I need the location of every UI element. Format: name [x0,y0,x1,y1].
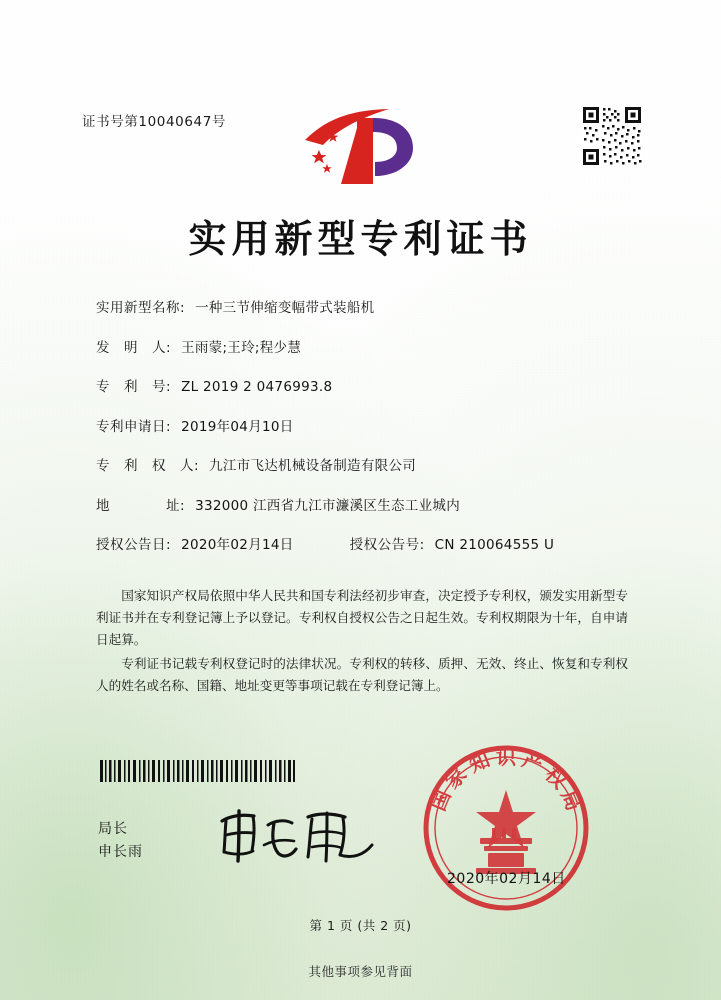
paragraph: 国家知识产权局依照中华人民共和国专利法经初步审查，决定授予专利权，颁发实用新型专利证书并在专利登记簿上予以登记。专利权自授权公告之日起生效。专利权期限为十年，自申请日起算。 [96,588,628,647]
grant-number-label: 授权公告号: [349,537,425,553]
signature-labels [98,818,143,864]
director-name-label: 申长雨 [98,844,143,860]
page-number: 第 1 页 (共 2 页) [309,918,412,933]
field-value: ZL 2019 2 0476993.8 [181,379,333,395]
field-row [96,415,636,435]
svg-text:知: 知 [465,747,494,778]
page-title: 实用新型专利证书 [188,216,533,261]
field-label: 地 址: [96,497,186,514]
paragraph: 专利证书记载专利权登记时的法律状况。专利权的转移、质押、无效、终止、恢复和专利权人的姓名或名称、国籍、地址变更等事项记载在专利登记簿上。 [96,656,628,693]
barcode-icon [100,760,296,782]
seal-date: 2020年02月14日 [447,871,566,887]
footer-note: 其他事项参见背面 [308,964,413,979]
field-row [96,454,636,474]
field-label: 发 明 人: [96,339,172,356]
legal-text [96,585,628,699]
field-value: 332000 江西省九江市濂溪区生态工业城内 [195,497,460,514]
grant-number-value: CN 210064555 U [434,537,555,553]
svg-text:产: 产 [518,747,547,778]
field-value: 一种三节伸缩变幅带式装船机 [195,300,375,316]
grant-date-label: 授权公告日: [96,537,172,553]
field-row [96,494,636,514]
handwritten-signature [212,805,382,867]
grant-row [96,533,636,553]
field-value: 2019年04月10日 [181,418,294,435]
certificate-number: 证书号第10040647号 [82,114,227,130]
field-row [96,375,636,395]
official-seal [420,742,592,914]
field-row [96,296,636,316]
field-row [96,336,636,356]
svg-text:国: 国 [425,786,456,815]
field-value: 九江市飞达机械设备制造有限公司 [209,458,417,474]
field-label: 专利申请日: [96,418,172,435]
svg-text:局: 局 [556,786,587,815]
field-label: 实用新型名称: [96,300,186,316]
director-title-label: 局长 [98,821,128,837]
certificate-fields [96,296,636,573]
svg-text:家: 家 [440,762,472,794]
field-label: 专 利 号: [96,379,172,395]
field-label: 专 利 权 人: [96,458,200,474]
qr-code-icon [581,105,643,167]
cnipa-emblem-icon [297,104,425,189]
field-value: 王雨蒙;王玲;程少慧 [181,339,302,356]
svg-text:权: 权 [540,762,572,794]
svg-text:识: 识 [496,745,516,769]
grant-date-value: 2020年02月14日 [181,537,294,553]
